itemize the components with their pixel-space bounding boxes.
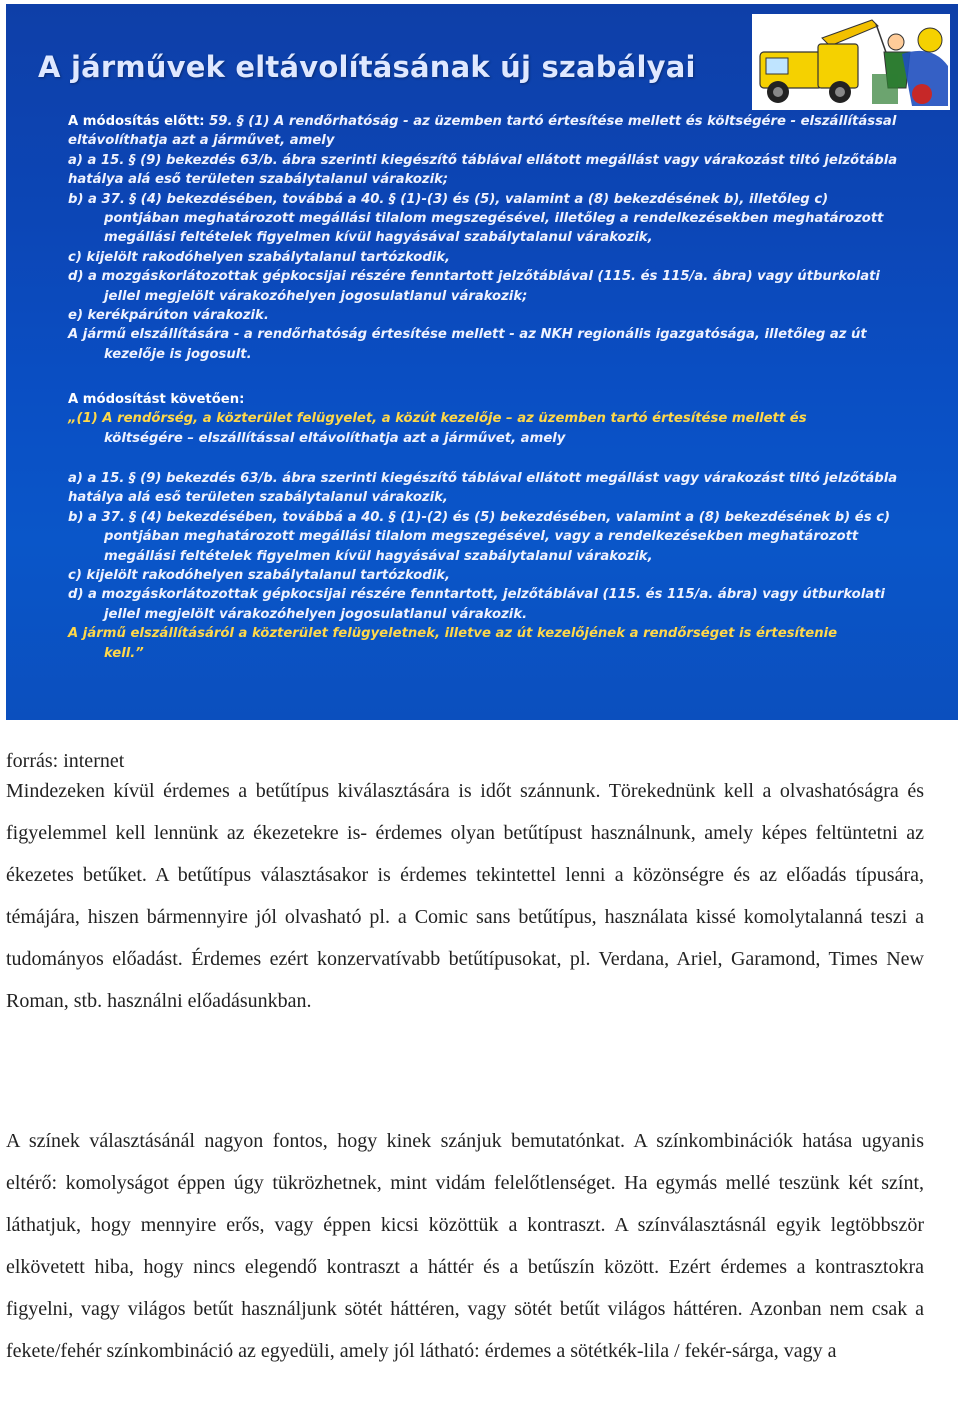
after-heading: A módosítást követően: [68,392,245,407]
slide-line: b) a 37. § (4) bekezdésében, továbbá a 40. § (1)-(2) és (5) bekezdésében, valamint a (8) bekezdésének b) és c) [68,509,891,525]
slide-line: 59. § (1) A rendőrhatóság - az üzemben tartó értesítése mellett és költségére - elszállítással [204,114,897,129]
paragraph-fonts: Mindezeken kívül érdemes a betűtípus kiválasztására is időt szánnunk. Törekednünk kell a olvashatóságra és figyelemmel kell lennünk az ékezetekre is- érdemes olyan betűtípust használnunk, amely képes feltüntetni az ékezetes betűket. A betűtípus választásakor is érdemes tekintettel lenni a közönségre és az előadás típusára, témájára, hiszen bármennyire jól olvasható pl. a Comic sans betűtípus, használata kissé komolytalanná teszi a tudományos előadást. Érdemes ezért konzervatívabb betűtípusokat, pl. Verdana, Ariel, Garamond, Times New Roman, stb. használni előadásunkban. [6,780,924,1012]
tow-truck-illustration-icon [752,14,950,110]
slide-line: c) kijelölt rakodóhelyen szabálytalanul tartózkodik, [68,249,451,265]
before-section [68,112,897,364]
slide-line: c) kijelölt rakodóhelyen szabálytalanul tartózkodik, [68,568,451,584]
slide-line: kell.” [104,645,144,661]
slide-title: A járművek eltávolításának új szabályai [38,50,696,84]
slide-line: b) a 37. § (4) bekezdésében, továbbá a 40. § (1)-(3) és (5), valamint a (8) bekezdésének b), illetőleg c) [68,191,829,207]
slide-line: költségére – elszállítással eltávolíthatja azt a járművet, amely [104,430,566,446]
slide-line: jellel megjelölt várakozóhelyen jogosulatlanul várakozik. [104,606,528,622]
slide-line: hatálya alá eső területen szabálytalanul várakozik, [68,490,448,506]
slide-line: a) a 15. § (9) bekezdés 63/b. ábra szerinti kiegészítő táblával ellátott megállást vagy várakozást tiltó jelzőtábla [68,471,898,486]
paragraph-colors: A színek választásánál nagyon fontos, hogy kinek szánjuk bemutatónkat. A színkombinációk hatása ugyanis eltérő: komolyságot éppen úgy tükrözhetnek, mint vidám felelőtlenséget. Ha egymás mellé teszünk két színt, láthatjuk, hogy mennyire erős, vagy éppen kicsi közöttük a kontraszt. A színválasztásnál egyik legtöbbször elkövetett hiba, hogy nincs elegendő kontraszt a háttér és a betűszín között. Ezért érdemes a kontrasztokra figyelni, vagy világos betűt használjunk sötét háttéren, vagy sötét betűt világos háttéren. Azonban nem csak a fekete/fehér színkombináció az egyedüli, amely jól látható: érdemes a sötétkék-lila / fekér-sárga, vagy a [6,1130,924,1362]
slide-line: A jármű elszállítására - a rendőrhatóság értesítése mellett - az NKH regionális igazgatósága, illetőleg az út [68,327,867,343]
after-list [68,469,897,663]
slide-line: hatálya alá eső területen szabálytalanul várakozik; [68,172,449,188]
slide-line: kezelője is jogosult. [104,346,252,362]
before-heading: A módosítás előtt: [68,114,205,129]
slide-line: a) a 15. § (9) bekezdés 63/b. ábra szerinti kiegészítő táblával ellátott megállást vagy várakozást tiltó jelzőtábla [68,152,898,168]
slide-line: e) kerékpárúton várakozik. [68,308,269,324]
slide-image [6,4,958,720]
slide-line: pontjában meghatározott megállási tilalom megszegésével, vagy a rendelkezésekben meghatározott [104,529,859,545]
slide-line: eltávolíthatja azt a járművet, amely [68,133,335,149]
slide-line: d) a mozgáskorlátozottak gépkocsijai részére fenntartott jelzőtáblával (115. és 115/a. ábra) vagy útburkolati [68,269,880,285]
slide-line: megállási feltételek figyelmen kívül hagyásával szabálytalanul várakozik, [104,548,653,564]
slide-line: megállási feltételek figyelmen kívül hagyásával szabálytalanul várakozik, [104,230,653,246]
slide-line: pontjában meghatározott megállási tilalom megszegésével, illetőleg a rendelkezésekben meghatározott [104,211,884,227]
source-caption: forrás: internet [6,750,125,772]
slide-line: „(1) A rendőrség, a közterület felügyelet, a közút kezelője – az üzemben tartó értesítése mellett és [68,411,807,427]
slide-line: jellel megjelölt várakozóhelyen jogosulatlanul várakozik; [104,288,528,304]
slide-line: A jármű elszállításáról a közterület felügyeletnek, illetve az út kezelőjének a rendőrséget is értesítenie [68,626,838,642]
after-section [68,390,807,448]
slide-line: d) a mozgáskorlátozottak gépkocsijai részére fenntartott, jelzőtáblával (115. és 115/a. ábra) vagy útburkolati [68,587,885,603]
